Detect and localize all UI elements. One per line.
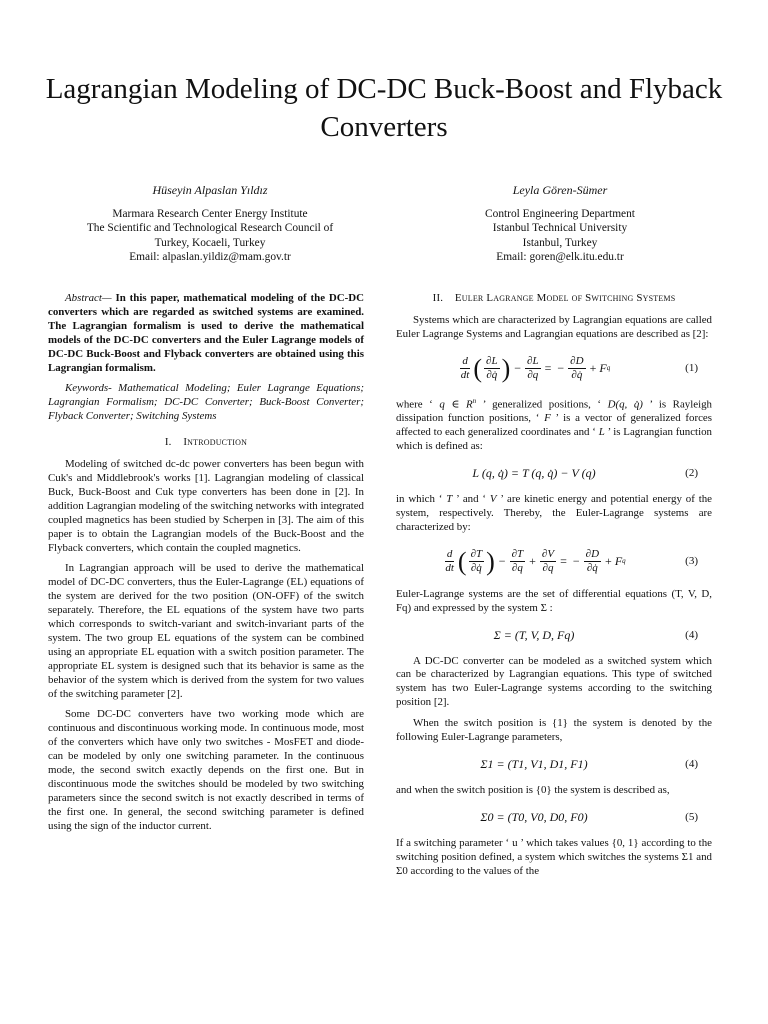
abstract-label: Abstract— xyxy=(65,292,112,304)
intro-paragraph: Modeling of switched dc-dc power converters has been begun with Cuk's and Middlebrook's works [1]. Lagrangian modeling of classical Buck, Buck-Boost and Cuk type converters has been done in [2]. In addition Lagrangian modeling of the switching networks with integrated coupled magnetics has been studied by Scherpen in [3]. The aim of this paper is to obtain the Lagrangian models of the Buck-Boost and the Flyback converters, which contain the coupled magnetics. xyxy=(48,458,364,554)
equation-5-expression: Σ1 = (T1, V1, D1, F1) xyxy=(480,756,588,771)
intro-paragraph: In Lagrangian approach will be used to derive the mathematical model of DC-DC converters, thus the Euler-Lagrange (EL) equations of the system are derived for the two position (ON-OFF) of the switch separately. Therefore, the EL equations of the system have two parts which corresponds to switch-variant and switch-invariant parts of the system. The two group EL equations of the system can be combined using an appropriate EL equation with a switch position parameter. The appropriate EL system is designed such that its behavior is same as the behavior of the system which is derived from the system for two values of the switching parameter [2]. xyxy=(48,562,364,700)
equation-number: (4) xyxy=(685,628,698,641)
body-paragraph: Euler-Lagrange systems are the set of differential equations (T, V, D, Fq) and expressed by the system Σ : xyxy=(396,587,712,614)
abstract xyxy=(48,292,364,375)
equation-4-expression: Σ = (T, V, D, Fq) xyxy=(493,627,575,642)
abstract-text: In this paper, mathematical modeling of the DC-DC converters which are regarded as switched systems are examined. The Lagrangian formalism is used to derive the mathematical models of the DC-DC converters and the Euler Lagrange models of DC-DC Buck-Boost and Flyback converters are obtained using this Lagrangian formalism. xyxy=(48,292,364,374)
left-column xyxy=(48,292,364,841)
keywords: Keywords- Mathematical Modeling; Euler Lagrange Equations; Lagrangian Formalism; DC-DC Converter; Buck-Boost Converter; Flyback Converter; Switching Systems xyxy=(48,382,364,423)
section-heading-introduction: I. Introduction xyxy=(164,436,248,449)
equation-number: (3) xyxy=(685,554,698,567)
author-affiliation: Control Engineering Department xyxy=(485,207,635,220)
equation-1 xyxy=(396,349,712,389)
equation-5 xyxy=(396,752,712,778)
equation-2-expression: L (q, q̇) = T (q, q̇) − V (q) xyxy=(472,466,596,481)
equation-number: (1) xyxy=(685,361,698,374)
author-block-1 xyxy=(45,183,375,265)
equation-4 xyxy=(396,623,712,649)
equation-6 xyxy=(396,805,712,831)
author-affiliation: Marmara Research Center Energy Institute xyxy=(112,207,308,220)
equation-3-expression: $\frac{d}{dt}$ ( $\frac{\partial T}{\partial q̇}$ ) − $\frac{\partial T}{\partial q}$ + $\frac{\partial V}{\partial q}$ = − $\frac{\partial D}{\partial q̇}$ + F q xyxy=(445,546,626,576)
equation-1-expression: $\frac{d}{dt}$ ( $\frac{\partial L}{\partial q̇}$ ) − $\frac{\partial L}{\partial q}$ = − $\frac{\partial D}{\partial q̇}$ + F q xyxy=(460,353,611,383)
intro-paragraph: Some DC-DC converters have two working mode which are continuous and discontinuous working mode. In continuous mode, most of the converters which have only two switches - MosFET and diode- can be modeled by only one switching parameter. In the continuous mode, the second switch exactly depends on the first one. But in discontinuous mode the switches should be modeled by two switching parameters since the second switch is not exactly described in terms of the first one. In general, the second switching parameter is defined using the sign of the inductor current. xyxy=(48,708,364,832)
author-email: Email: goren@elk.itu.edu.tr xyxy=(496,251,624,263)
body-paragraph: and when the switch position is {0} the system is described as, xyxy=(396,783,670,796)
equation-number: (4) xyxy=(685,757,698,770)
body-paragraph: When the switch position is {1} the system is denoted by the following Euler-Lagrange parameters, xyxy=(396,717,712,744)
body-paragraph: A DC-DC converter can be modeled as a switched system which can be characterized by Lagrangian equations. This type of switched system has two Euler-Lagrange systems according to the switching position [2]. xyxy=(396,654,712,709)
body-paragraph: in which ‘ T ’ and ‘ V ’ are kinetic energy and potential energy of the system, respectively. Thereby, the Euler-Lagrange systems are characterized by: xyxy=(396,492,712,533)
right-column xyxy=(396,292,712,886)
equation-number: (5) xyxy=(685,810,698,823)
author-affiliation: Turkey, Kocaeli, Turkey xyxy=(154,236,266,249)
section-heading-euler-lagrange: II. Euler Lagrange Model of Switching Systems xyxy=(432,292,676,304)
body-paragraph: where ‘ q ∈ $R^n$ ’ generalized positions, ‘ D(q, q̇) ’ is Rayleigh dissipation function positions, ‘ F ’ is a vector of generalized forces affected to each generalized coordinates and ‘ L ’ is Lagrangian function which is defined as: xyxy=(396,396,712,453)
author-name-1: Hüseyin Alpaslan Yıldız xyxy=(152,183,268,197)
author-affiliation: Istanbul, Turkey xyxy=(522,236,598,249)
author-affiliation: The Scientific and Technological Research Council of xyxy=(86,222,334,234)
body-paragraph: If a switching parameter ‘ u ’ which takes values {0, 1} according to the switching position defined, a system which switches the systems Σ1 and Σ0 according to the values of the xyxy=(396,836,712,877)
author-block-2 xyxy=(395,183,725,265)
paper-title: Lagrangian Modeling of DC-DC Buck-Boost and Flyback Converters xyxy=(45,73,723,143)
equation-6-expression: Σ0 = (T0, V0, D0, F0) xyxy=(480,809,588,824)
equation-2 xyxy=(396,461,712,487)
equation-3 xyxy=(396,542,712,582)
author-name-2: Leyla Gören-Sümer xyxy=(512,183,608,197)
equation-number: (2) xyxy=(685,467,698,480)
body-paragraph: Systems which are characterized by Lagrangian equations are called Euler Lagrange Systems and Lagrangian equations are described as [2]: xyxy=(396,313,712,340)
author-affiliation: Istanbul Technical University xyxy=(492,222,628,234)
author-email: Email: alpaslan.yildiz@mam.gov.tr xyxy=(129,251,291,263)
